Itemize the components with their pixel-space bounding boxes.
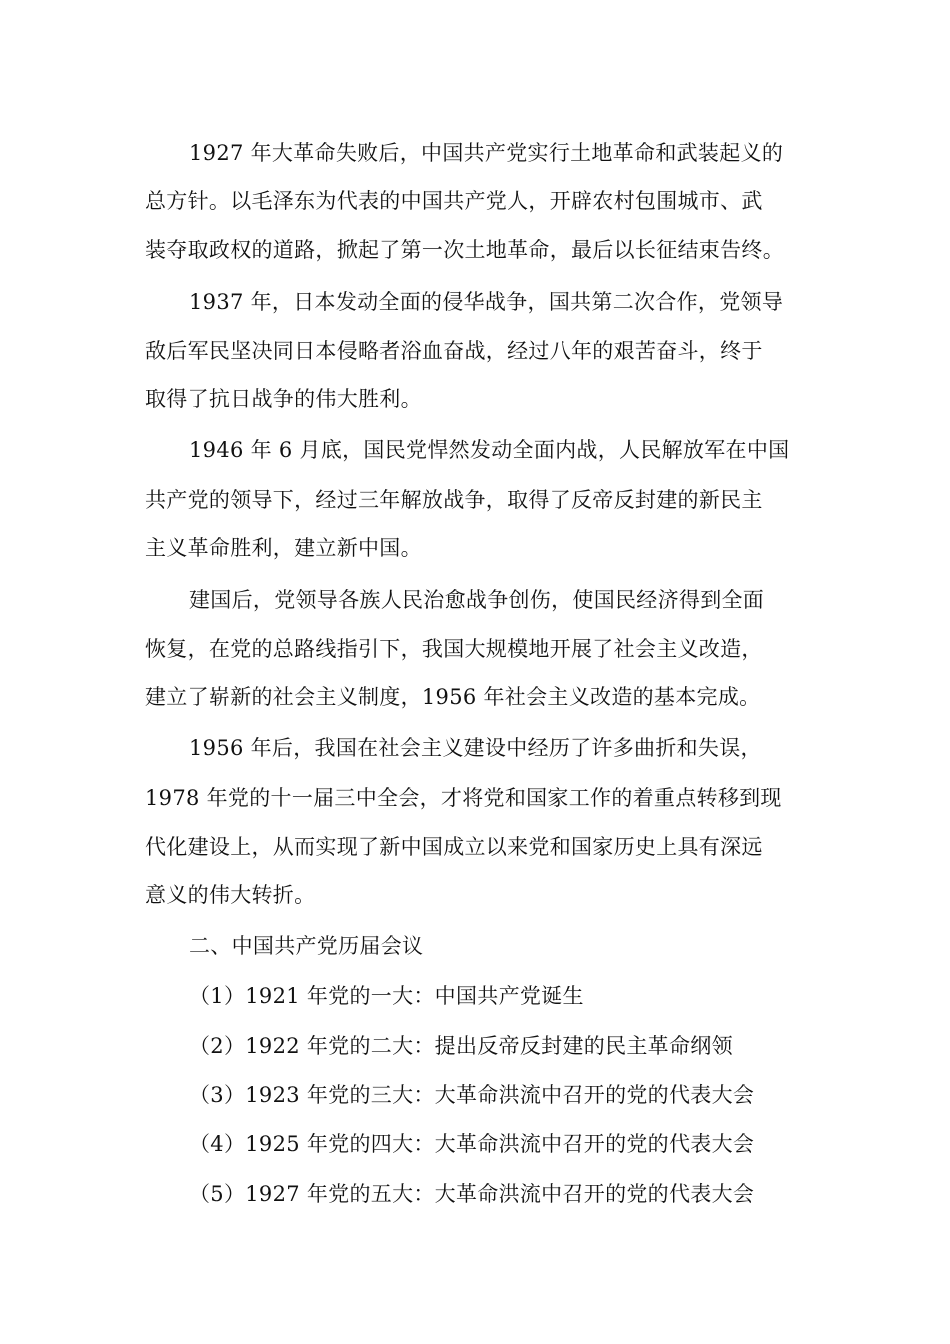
paragraph-5-line-4: 意义的伟大转折。 — [145, 883, 316, 907]
paragraph-2-line-3: 取得了抗日战争的伟大胜利。 — [145, 387, 422, 411]
paragraph-5-line-3: 代化建设上，从而实现了新中国成立以来党和国家历史上具有深远 — [145, 835, 763, 859]
paragraph-3-line-3: 主义革命胜利，建立新中国。 — [145, 536, 422, 560]
paragraph-1-line-2: 总方针。以毛泽东为代表的中国共产党人，开辟农村包围城市、武 — [145, 189, 763, 213]
paragraph-2-line-1: 1937 年，日本发动全面的侵华战争，国共第二次合作，党领导 — [189, 290, 784, 314]
paragraph-4-line-2: 恢复，在党的总路线指引下，我国大规模地开展了社会主义改造， — [145, 637, 763, 661]
list-item-5: （5）1927 年党的五大：大革命洪流中召开的党的代表大会 — [189, 1182, 755, 1206]
list-item-2: （2）1922 年党的二大：提出反帝反封建的民主革命纲领 — [189, 1034, 733, 1058]
paragraph-5-line-1: 1956 年后，我国在社会主义建设中经历了许多曲折和失误， — [189, 736, 762, 760]
paragraph-1-line-3: 装夺取政权的道路，掀起了第一次土地革命，最后以长征结束告终。 — [145, 238, 784, 262]
paragraph-4-line-1: 建国后，党领导各族人民治愈战争创伤，使国民经济得到全面 — [189, 588, 765, 612]
list-item-3: （3）1923 年党的三大：大革命洪流中召开的党的代表大会 — [189, 1083, 755, 1107]
paragraph-2-line-2: 敌后军民坚决同日本侵略者浴血奋战，经过八年的艰苦奋斗，终于 — [145, 339, 763, 363]
paragraph-3-line-2: 共产党的领导下，经过三年解放战争，取得了反帝反封建的新民主 — [145, 488, 763, 512]
paragraph-1-line-1: 1927 年大革命失败后，中国共产党实行土地革命和武装起义的 — [189, 141, 784, 165]
section-heading: 二、中国共产党历届会议 — [189, 934, 424, 958]
list-item-4: （4）1925 年党的四大：大革命洪流中召开的党的代表大会 — [189, 1132, 755, 1156]
paragraph-3-line-1: 1946 年 6 月底，国民党悍然发动全面内战，人民解放军在中国 — [189, 438, 790, 462]
list-item-1: （1）1921 年党的一大：中国共产党诞生 — [189, 984, 584, 1008]
paragraph-4-line-3: 建立了崭新的社会主义制度，1956 年社会主义改造的基本完成。 — [145, 685, 761, 709]
paragraph-5-line-2: 1978 年党的十一届三中全会，才将党和国家工作的着重点转移到现 — [145, 786, 782, 810]
